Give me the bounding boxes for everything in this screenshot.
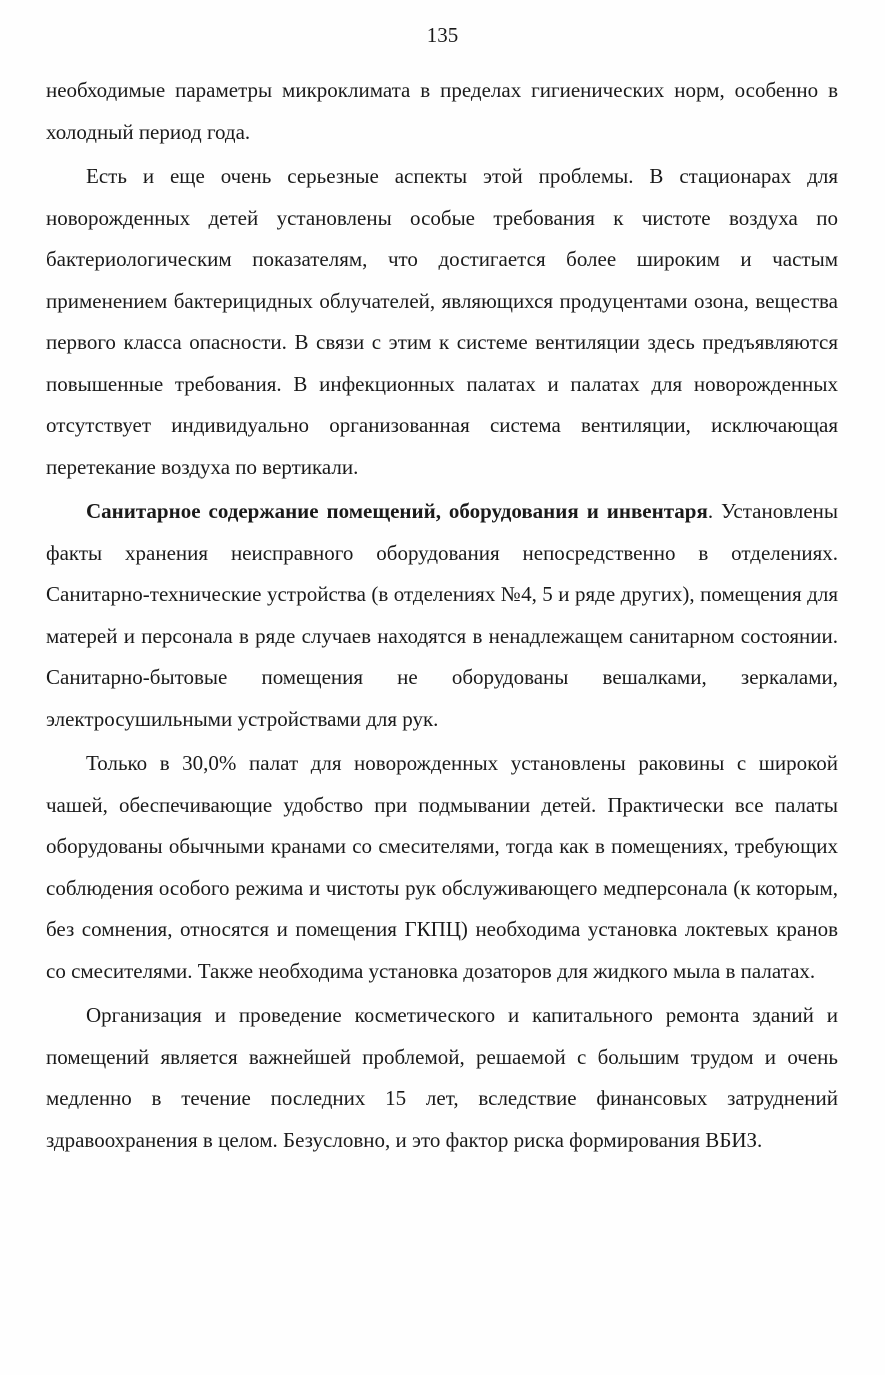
body-text xyxy=(46,70,838,1161)
paragraph-sanitary-text: . Установлены факты хранения неисправного оборудования непосредственно в отделениях. Санитарно-технические устройства (в отделениях №4, 5 и ряде других), помещения для матерей и персонала в ряде случаев находятся в ненадлежащем санитарном состоянии. Санитарно-бытовые помещения не оборудованы вешалками, зеркалами, электросушильными устройствами для рук. xyxy=(46,499,838,731)
paragraph-repair: Организация и проведение косметического и капитального ремонта зданий и помещений является важнейшей проблемой, решаемой с большим трудом и очень медленно в течение последних 15 лет, вследствие финансовых затруднений здравоохранения в целом. Безусловно, и это фактор риска формирования ВБИЗ. xyxy=(46,1003,838,1152)
paragraph-continuation: необходимые параметры микроклимата в пределах гигиенических норм, особенно в холодный период года. xyxy=(46,78,838,144)
paragraph-sinks: Только в 30,0% палат для новорожденных установлены раковины с широкой чашей, обеспечивающие удобство при подмывании детей. Практически все палаты оборудованы обычными кранами со смесителями, тогда как в помещениях, требующих соблюдения особого режима и чистоты рук обслуживающего медперсонала (к которым, без сомнения, относятся и помещения ГКПЦ) необходима установка локтевых кранов со смесителями. Также необходима установка дозаторов для жидкого мыла в палатах. xyxy=(46,751,838,983)
page-number: 135 xyxy=(426,23,459,47)
paragraph-sanitary xyxy=(46,491,838,740)
section-heading: Санитарное содержание помещений, оборудования и инвентаря xyxy=(86,499,708,523)
paragraph-ventilation: Есть и еще очень серьезные аспекты этой проблемы. В стационарах для новорожденных детей установлены особые требования к чистоте воздуха по бактериологическим показателям, что достигается более широким и частым применением бактерицидных облучателей, являющихся продуцентами озона, вещества первого класса опасности. В связи с этим к системе вентиляции здесь предъявляются повышенные требования. В инфекционных палатах и палатах для новорожденных отсутствует индивидуально организованная система вентиляции, исключающая перетекание воздуха по вертикали. xyxy=(46,164,838,479)
